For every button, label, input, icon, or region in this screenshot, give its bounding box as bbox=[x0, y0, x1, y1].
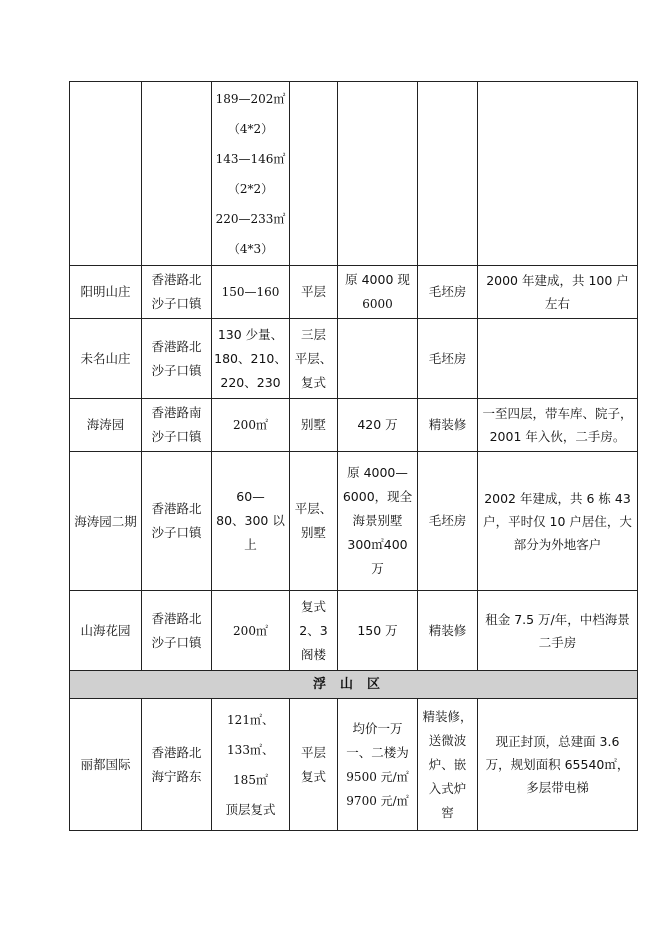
price-cell: 原 4000— 6000，现全 海景别墅 300㎡400 万 bbox=[338, 452, 418, 591]
area-cell: 189—202㎡ （4*2） 143—146㎡ （2*2） 220—233㎡ （4*3） bbox=[212, 82, 290, 266]
location-cell: 香港路北 沙子口镇 bbox=[142, 319, 212, 399]
project-name-cell: 海涛园二期 bbox=[70, 452, 142, 591]
finish-cell bbox=[418, 82, 478, 266]
note-cell: 一至四层，带车库、院子，2001 年入伙，二手房。 bbox=[478, 399, 638, 452]
table-row bbox=[70, 82, 638, 266]
table-row bbox=[70, 699, 638, 831]
table-row bbox=[70, 452, 638, 591]
project-name-cell: 海涛园 bbox=[70, 399, 142, 452]
type-cell: 平层 复式 bbox=[290, 699, 338, 831]
project-name-cell: 未名山庄 bbox=[70, 319, 142, 399]
price-cell: 均价一万 一、二楼为 9500 元/㎡ 9700 元/㎡ bbox=[338, 699, 418, 831]
finish-cell: 毛坯房 bbox=[418, 452, 478, 591]
type-cell: 平层 bbox=[290, 266, 338, 319]
location-cell: 香港路北 沙子口镇 bbox=[142, 452, 212, 591]
area-cell: 130 少量、 180、210、 220、230 bbox=[212, 319, 290, 399]
location-cell: 香港路南 沙子口镇 bbox=[142, 399, 212, 452]
area-cell: 200㎡ bbox=[212, 591, 290, 671]
section-title: 浮山区 bbox=[70, 671, 638, 699]
price-cell: 420 万 bbox=[338, 399, 418, 452]
finish-cell: 毛坯房 bbox=[418, 319, 478, 399]
note-cell bbox=[478, 319, 638, 399]
area-cell: 121㎡、 133㎡、 185㎡ 顶层复式 bbox=[212, 699, 290, 831]
area-cell: 150—160 bbox=[212, 266, 290, 319]
project-name-cell: 阳明山庄 bbox=[70, 266, 142, 319]
type-cell: 平层、 别墅 bbox=[290, 452, 338, 591]
property-table bbox=[69, 81, 638, 831]
finish-cell: 精装修 bbox=[418, 399, 478, 452]
table-row bbox=[70, 319, 638, 399]
note-cell bbox=[478, 82, 638, 266]
table-row bbox=[70, 591, 638, 671]
project-name-cell bbox=[70, 82, 142, 266]
table-row bbox=[70, 266, 638, 319]
note-cell: 租金 7.5 万/年，中档海景二手房 bbox=[478, 591, 638, 671]
finish-cell: 毛坯房 bbox=[418, 266, 478, 319]
project-name-cell: 丽都国际 bbox=[70, 699, 142, 831]
area-cell: 200㎡ bbox=[212, 399, 290, 452]
type-cell bbox=[290, 82, 338, 266]
table-row bbox=[70, 399, 638, 452]
note-cell: 2000 年建成，共 100 户左右 bbox=[478, 266, 638, 319]
price-cell bbox=[338, 82, 418, 266]
price-cell: 150 万 bbox=[338, 591, 418, 671]
section-header-row bbox=[70, 671, 638, 699]
location-cell: 香港路北 沙子口镇 bbox=[142, 591, 212, 671]
project-name-cell: 山海花园 bbox=[70, 591, 142, 671]
type-cell: 复式 2、3 阁楼 bbox=[290, 591, 338, 671]
note-cell: 现正封顶，总建面 3.6 万，规划面积 65540㎡，多层带电梯 bbox=[478, 699, 638, 831]
price-cell: 原 4000 现 6000 bbox=[338, 266, 418, 319]
finish-cell: 精装修， 送微波 炉、嵌 入式炉 窖 bbox=[418, 699, 478, 831]
price-cell bbox=[338, 319, 418, 399]
location-cell: 香港路北 海宁路东 bbox=[142, 699, 212, 831]
location-cell: 香港路北 沙子口镇 bbox=[142, 266, 212, 319]
type-cell: 三层 平层、 复式 bbox=[290, 319, 338, 399]
area-cell: 60— 80、300 以 上 bbox=[212, 452, 290, 591]
finish-cell: 精装修 bbox=[418, 591, 478, 671]
note-cell: 2002 年建成，共 6 栋 43 户，平时仅 10 户居住，大部分为外地客户 bbox=[478, 452, 638, 591]
type-cell: 别墅 bbox=[290, 399, 338, 452]
location-cell bbox=[142, 82, 212, 266]
